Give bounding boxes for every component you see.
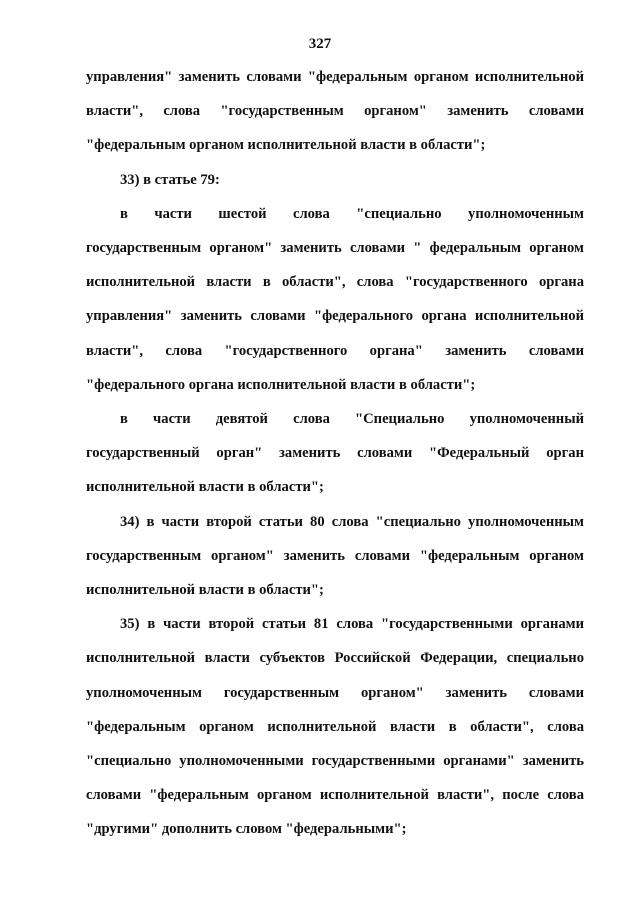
page-number: 327 <box>308 36 332 52</box>
paragraph-part-nine: в части девятой слова "Специально уполномоченный государственный орган" заменить словами "Федеральный орган исполнительной власти в области"; <box>86 411 584 496</box>
document-body <box>86 60 584 847</box>
paragraph-item-35: 35) в части второй статьи 81 слова "государственными органами исполнительной власти субъектов Российской Федерации, специально уполномоченным государственным органом" заменить словами "федеральным органом исполнительной власти в области", слова "специально уполномоченными государственными органами" заменить словами "федеральным органом исполнительной власти", после слова "другими" дополнить словом "федеральными"; <box>86 616 584 838</box>
paragraph-continuation: управления" заменить словами "федеральным органом исполнительной власти", слова "государственным органом" заменить словами "федеральным органом исполнительной власти в области"; <box>86 69 584 154</box>
paragraph-item-34: 34) в части второй статьи 80 слова "специально уполномоченным государственным органом" заменить словами "федеральным органом исполнительной власти в области"; <box>86 513 584 599</box>
paragraph-item-33: 33) в статье 79: <box>120 171 220 188</box>
paragraph-part-six: в части шестой слова "специально уполномоченным государственным органом" заменить словами " федеральным органом исполнительной власти в области", слова "государственного органа управления" заменить словами "федерального органа исполнительной власти", слова "государственного органа" заменить словами "федерального органа исполнительной власти в области"; <box>86 205 584 393</box>
